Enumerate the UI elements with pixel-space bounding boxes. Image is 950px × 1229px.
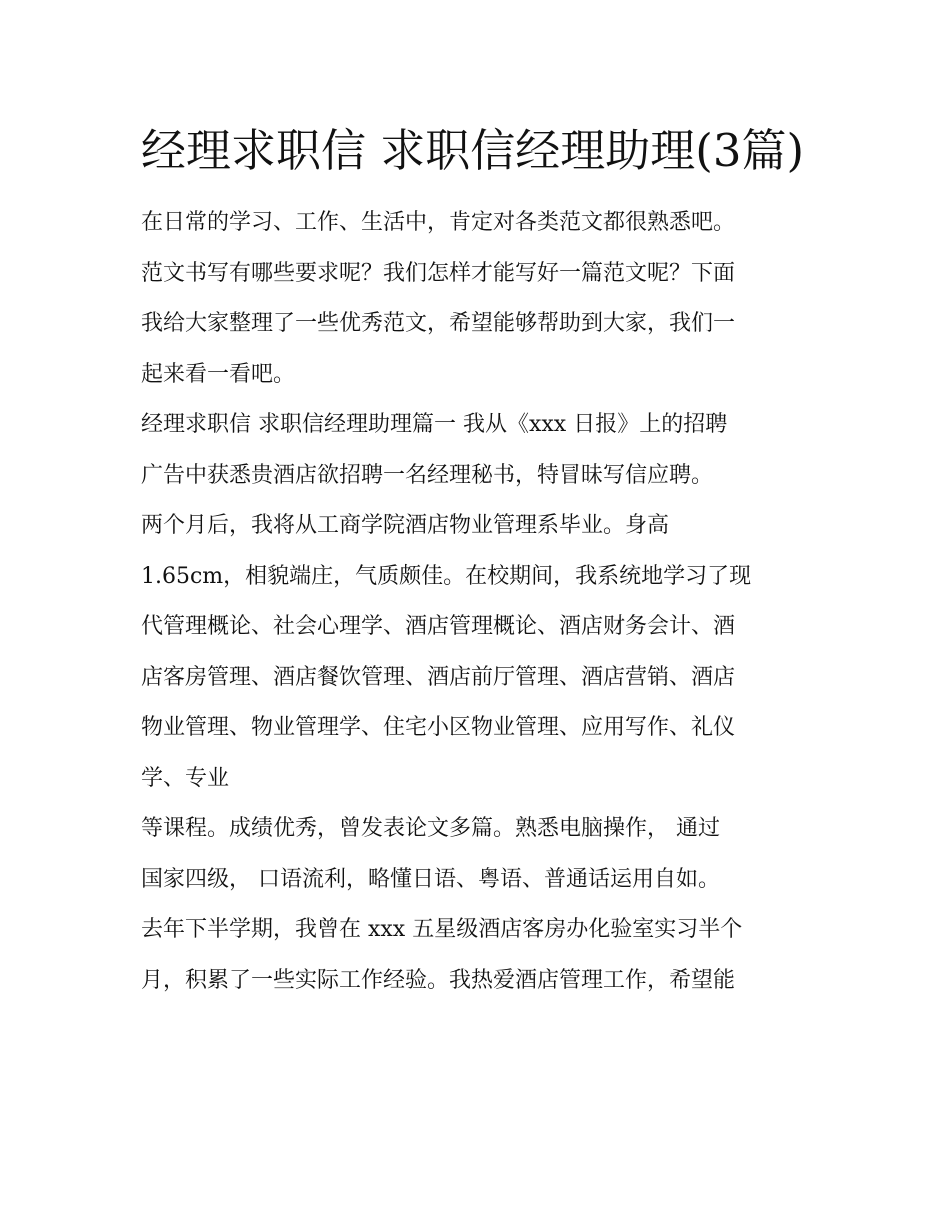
paragraph-line: 1.65cm，相貌端庄，气质颇佳。在校期间，我系统地学习了现 xyxy=(141,563,752,589)
paragraph-line: 广告中获悉贵酒店欲招聘一名经理秘书，特冒昧写信应聘。 xyxy=(141,462,714,488)
paragraph-line: 物业管理、物业管理学、住宅小区物业管理、应用写作、礼仪 xyxy=(141,715,736,740)
paragraph-line: 在日常的学习、工作、生活中，肯定对各类范文都很熟悉吧。 xyxy=(141,210,736,235)
paragraph-line: 月，积累了一些实际工作经验。我热爱酒店管理工作，希望能 xyxy=(141,967,736,993)
paragraph-line: 等课程。成绩优秀，曾发表论文多篇。熟悉电脑操作， 通过 xyxy=(141,816,720,841)
paragraph-line: 代管理概论、社会心理学、酒店管理概论、酒店财务会计、酒 xyxy=(141,614,736,639)
paragraph-line: 范文书写有哪些要求呢？我们怎样才能写好一篇范文呢？下面 xyxy=(141,260,736,286)
paragraph-line: 去年下半学期，我曾在 xxx 五星级酒店客房办化验室实习半个 xyxy=(141,917,743,942)
paragraph-line: 经理求职信 求职信经理助理篇一 我从《xxx 日报》上的招聘 xyxy=(141,412,728,437)
document-content xyxy=(141,112,821,1006)
paragraph-line: 国家四级， 口语流利，略懂日语、粤语、普通话运用自如。 xyxy=(141,866,720,892)
document-body xyxy=(141,198,821,1006)
document-title: 经理求职信 求职信经理助理(3篇) xyxy=(141,124,805,177)
paragraph-line: 两个月后，我将从工商学院酒店物业管理系毕业。身高 xyxy=(141,513,670,538)
paragraph-line: 学、专业 xyxy=(141,765,230,791)
paragraph-line: 我给大家整理了一些优秀范文，希望能够帮助到大家，我们一 xyxy=(141,311,736,336)
paragraph-line: 店客房管理、酒店餐饮管理、酒店前厅管理、酒店营销、酒店 xyxy=(141,664,736,690)
paragraph-line: 起来看一看吧。 xyxy=(141,361,296,387)
